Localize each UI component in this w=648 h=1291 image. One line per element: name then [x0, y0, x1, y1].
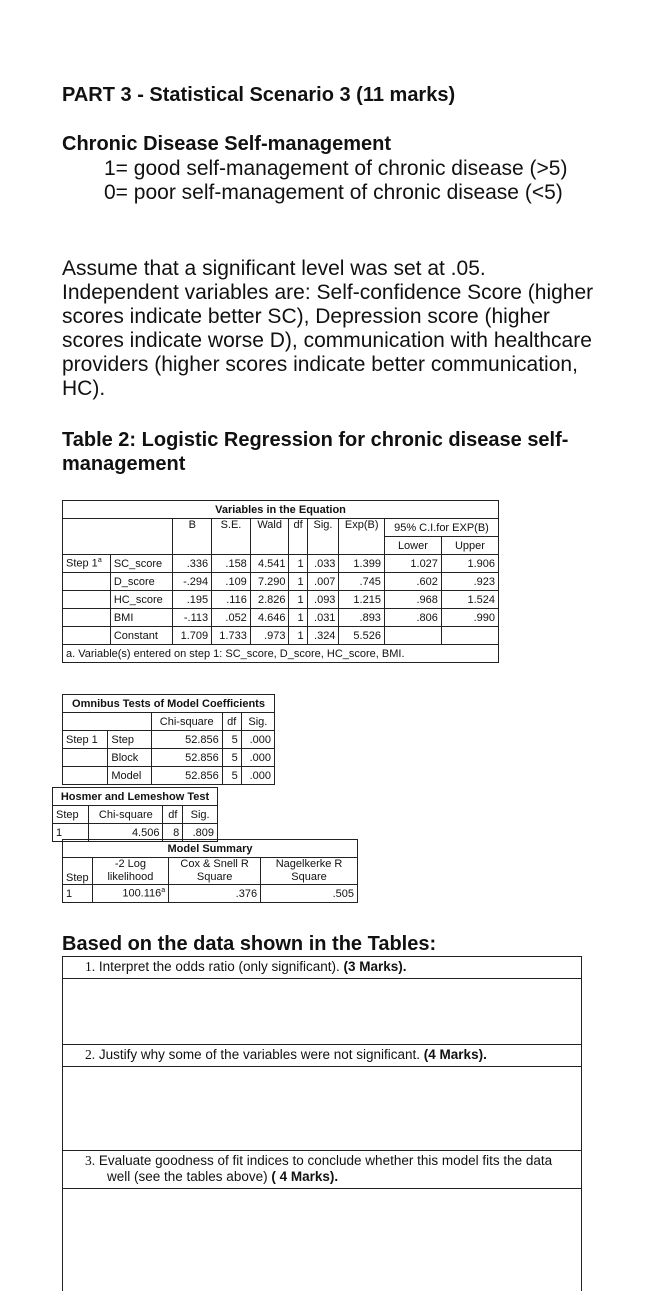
header-se: S.E.: [212, 519, 251, 555]
table-row: HC_score .195 .116 2.826 1 .093 1.215 .968 1.524: [63, 591, 499, 609]
hosmer-lemeshow-table: [52, 787, 218, 842]
part-title: PART 3 - Statistical Scenario 3 (11 marks): [62, 84, 456, 106]
question-3-prompt: 3. Evaluate goodness of fit indices to conclude whether this model fits the data well (see the tables above) ( 4 Marks).: [63, 1151, 581, 1189]
hosmer-header-sig: Sig.: [183, 806, 218, 824]
question-1-box: [62, 956, 582, 1044]
hosmer-title: Hosmer and Lemeshow Test: [53, 788, 218, 806]
assumptions-paragraph: [62, 257, 642, 401]
omnibus-header-df: df: [222, 713, 241, 731]
paragraph-line: scores indicate worse D), communication with healthcare: [62, 329, 592, 352]
omnibus-header-sig: Sig.: [241, 713, 274, 731]
model-summary-title: Model Summary: [63, 840, 358, 858]
hosmer-header-chi: Chi-square: [89, 806, 163, 824]
table-row: Model 52.856 5 .000: [63, 767, 275, 785]
coding-line-2: 0= poor self-management of chronic disease (<5): [104, 181, 563, 204]
table-row: Step 1 Step 52.856 5 .000: [63, 731, 275, 749]
table-row: D_score -.294 .109 7.290 1 .007 .745 .602 .923: [63, 573, 499, 591]
table-row: Block 52.856 5 .000: [63, 749, 275, 767]
question-3-answer-area[interactable]: [63, 1189, 581, 1289]
ms-header-step: Step: [63, 858, 93, 885]
omnibus-table: [62, 694, 275, 785]
table-row: 1 4.506 8 .809: [53, 824, 218, 842]
variables-in-equation-table: [62, 500, 499, 663]
omnibus-step-label: Step 1: [63, 731, 108, 749]
step-label: Step 1$^a$: [63, 555, 111, 573]
header-sig: Sig.: [307, 519, 339, 555]
coding-line-1: 1= good self-management of chronic disease (>5): [104, 157, 568, 180]
ms-header-nag: Nagelkerke R Square: [261, 858, 358, 885]
hosmer-header-step: Step: [53, 806, 89, 824]
model-summary-table: [62, 839, 358, 903]
paragraph-line: Assume that a significant level was set at .05.: [62, 257, 486, 280]
question-3-box: [62, 1150, 582, 1291]
omnibus-title: Omnibus Tests of Model Coefficients: [63, 695, 275, 713]
header-expb: Exp(B): [339, 519, 385, 555]
header-ci: 95% C.I.for EXP(B): [384, 519, 498, 537]
header-b: B: [173, 519, 212, 555]
paragraph-line: scores indicate better SC), Depression score (higher: [62, 305, 550, 328]
paragraph-line: Independent variables are: Self-confidence Score (higher: [62, 281, 594, 304]
omnibus-header-chi: Chi-square: [151, 713, 222, 731]
question-2-answer-area[interactable]: [63, 1067, 581, 1153]
table-row: 1 100.116$^a$ .376 .505: [63, 885, 358, 903]
table-row: BMI -.113 .052 4.646 1 .031 .893 .806 .990: [63, 609, 499, 627]
ms-header-cox: Cox & Snell R Square: [169, 858, 261, 885]
hosmer-header-df: df: [163, 806, 183, 824]
variables-table-title: Variables in the Equation: [63, 501, 499, 519]
section-title: Chronic Disease Self-management: [62, 133, 391, 155]
questions-title: Based on the data shown in the Tables:: [62, 933, 437, 955]
table-row: Step 1$^a$ SC_score .336 .158 4.541 1 .033 1.399 1.027 1.906: [63, 555, 499, 573]
header-df: df: [289, 519, 307, 555]
paragraph-line: HC).: [62, 377, 106, 400]
question-1-answer-area[interactable]: [63, 979, 581, 1047]
question-2-box: [62, 1044, 582, 1151]
question-1-prompt: 1. Interpret the odds ratio (only significant). (3 Marks).: [63, 957, 581, 979]
header-wald: Wald: [250, 519, 289, 555]
table-title-line: Table 2: Logistic Regression for chronic disease self-: [62, 429, 569, 451]
header-upper: Upper: [441, 537, 498, 555]
table-title: [62, 428, 568, 476]
table-title-line: management: [62, 453, 186, 475]
ms-header-ll: -2 Log likelihood: [92, 858, 169, 885]
table-row: Constant 1.709 1.733 .973 1 .324 5.526: [63, 627, 499, 645]
variables-footnote: a. Variable(s) entered on step 1: SC_score, D_score, HC_score, BMI.: [63, 645, 499, 663]
paragraph-line: providers (higher scores indicate better communication,: [62, 353, 578, 376]
header-lower: Lower: [384, 537, 441, 555]
question-2-prompt: 2. Justify why some of the variables were not significant. (4 Marks).: [63, 1045, 581, 1067]
